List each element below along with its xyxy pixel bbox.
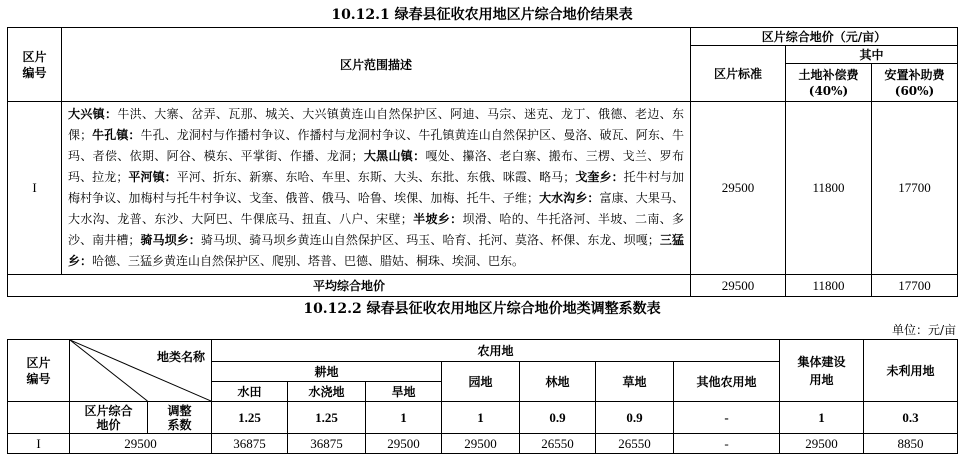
coef-paddy: 1.25 bbox=[212, 402, 288, 434]
coef-garden: 1 bbox=[442, 402, 520, 434]
coef-forest: 0.9 bbox=[520, 402, 596, 434]
value-garden: 29500 bbox=[442, 434, 520, 454]
township-name: 大黑山镇： bbox=[363, 149, 426, 163]
township-name: 大水沟乡： bbox=[539, 191, 600, 205]
zone-std-value: 29500 bbox=[691, 102, 786, 275]
t2-header-agri: 农用地 bbox=[212, 340, 780, 362]
coef-unused: 0.3 bbox=[864, 402, 958, 434]
value-other-agri: - bbox=[674, 434, 780, 454]
village-list: 哈德、三猛乡黄连山自然保护区、爬别、塔普、巴德、腊姑、桐珠、埃洞、巴东。 bbox=[92, 254, 525, 268]
t2-header-dry: 旱地 bbox=[366, 382, 442, 402]
t2-zone-price: 29500 bbox=[70, 434, 212, 454]
value-dry: 29500 bbox=[366, 434, 442, 454]
value-paddy: 36875 bbox=[212, 434, 288, 454]
t2-header-unused: 未利用地 bbox=[864, 340, 958, 402]
township-name: 戈奎乡： bbox=[575, 170, 624, 184]
land-type-adjustment-table bbox=[7, 339, 958, 454]
township-name: 骑马坝乡： bbox=[140, 233, 201, 247]
diagonal-header-cell bbox=[70, 340, 212, 402]
table1-title: 10.12.1 绿春县征收农用地区片综合地价结果表 bbox=[331, 7, 633, 23]
header-resettle: 安置补助费(60%) bbox=[872, 64, 958, 102]
coef-other-agri: - bbox=[674, 402, 780, 434]
township-name: 三猛乡： bbox=[68, 233, 684, 268]
village-list: 平河、折东、新寨、东哈、车里、东斯、大头、东批、东俄、咪霞、略马； bbox=[176, 170, 576, 184]
zone-id-cell: I bbox=[8, 102, 62, 275]
value-grass: 26550 bbox=[596, 434, 674, 454]
t2-header-collective: 集体建设用地 bbox=[780, 340, 864, 402]
coef-irrigated: 1.25 bbox=[288, 402, 366, 434]
value-unused: 8850 bbox=[864, 434, 958, 454]
adj-coef-label: 调整系数 bbox=[148, 402, 212, 434]
land-type-name-label: 地类名称 bbox=[156, 350, 205, 364]
township-name: 平河镇： bbox=[128, 170, 177, 184]
avg-resettle-value: 17700 bbox=[872, 275, 958, 297]
township-name: 牛孔镇： bbox=[92, 128, 141, 142]
coef-grass: 0.9 bbox=[596, 402, 674, 434]
coef-collective: 1 bbox=[780, 402, 864, 434]
village-list: 坝滑、哈的、牛托洛河、半坡、二南、多沙、南井槽； bbox=[68, 212, 684, 247]
village-list: 骑马坝、骑马坝乡黄连山自然保护区、玛玉、哈育、托河、莫洛、杯倮、东龙、坝嘎； bbox=[200, 233, 660, 247]
t2-header-paddy: 水田 bbox=[212, 382, 288, 402]
value-collective: 29500 bbox=[780, 434, 864, 454]
t2-header-grass: 草地 bbox=[596, 362, 674, 402]
township-name: 半坡乡： bbox=[412, 212, 463, 226]
t2-header-irrigated: 水浇地 bbox=[288, 382, 366, 402]
zone-range-description bbox=[62, 102, 691, 275]
header-zone-no: 区片编号 bbox=[8, 28, 62, 102]
header-range-desc: 区片范围描述 bbox=[62, 28, 691, 102]
table2-title: 10.12.2 绿春县征收农用地区片综合地价地类调整系数表 bbox=[303, 301, 661, 317]
village-list: 托牛村与加梅村争议、加梅村与托牛村争议、戈奎、俄普、俄马、哈鲁、埃倮、加梅、托牛、子维； bbox=[68, 170, 684, 205]
land-comp-value: 11800 bbox=[786, 102, 872, 275]
value-irrigated: 36875 bbox=[288, 434, 366, 454]
t2-header-other-agri: 其他农用地 bbox=[674, 362, 780, 402]
avg-price-label: 平均综合地价 bbox=[8, 275, 691, 297]
village-list: 嘎处、攥洛、老白寨、搬布、三楞、戈兰、罗布玛、拉龙； bbox=[68, 149, 684, 184]
t2-header-arable: 耕地 bbox=[212, 362, 442, 382]
t2-zone-id: I bbox=[8, 434, 70, 454]
header-price-group: 区片综合地价（元/亩） bbox=[691, 28, 958, 46]
t2-zone-blank bbox=[8, 402, 70, 434]
resettle-value: 17700 bbox=[872, 102, 958, 275]
zone-price-result-table bbox=[7, 27, 958, 297]
unit-label: 单位：元/亩 bbox=[891, 323, 956, 337]
zone-price-label: 区片综合地价 bbox=[70, 402, 148, 434]
header-land-comp: 土地补偿费(40%) bbox=[786, 64, 872, 102]
t2-header-zone-no: 区片编号 bbox=[8, 340, 70, 402]
township-name: 大兴镇： bbox=[68, 107, 118, 121]
header-zone-std: 区片标准 bbox=[691, 46, 786, 102]
coef-dry: 1 bbox=[366, 402, 442, 434]
avg-std-value: 29500 bbox=[691, 275, 786, 297]
village-list: 牛洪、大寨、岔弄、瓦那、城关、大兴镇黄连山自然保护区、阿迪、马宗、迷克、龙丁、俄德、老边、东倮； bbox=[68, 107, 684, 142]
header-of-which: 其中 bbox=[786, 46, 958, 64]
t2-header-forest: 林地 bbox=[520, 362, 596, 402]
avg-land-comp-value: 11800 bbox=[786, 275, 872, 297]
t2-header-garden: 园地 bbox=[442, 362, 520, 402]
village-list: 富康、大果马、大水沟、龙普、东沙、大阿巴、牛倮底马、扭直、八户、宋壁； bbox=[68, 191, 684, 226]
value-forest: 26550 bbox=[520, 434, 596, 454]
village-list: 牛孔、龙洞村与作播村争议、作播村与龙洞村争议、牛孔镇黄连山自然保护区、曼洛、破瓦、阿东、牛玛、者偿、依期、阿谷、模东、平掌街、作播、龙洞； bbox=[68, 128, 684, 163]
